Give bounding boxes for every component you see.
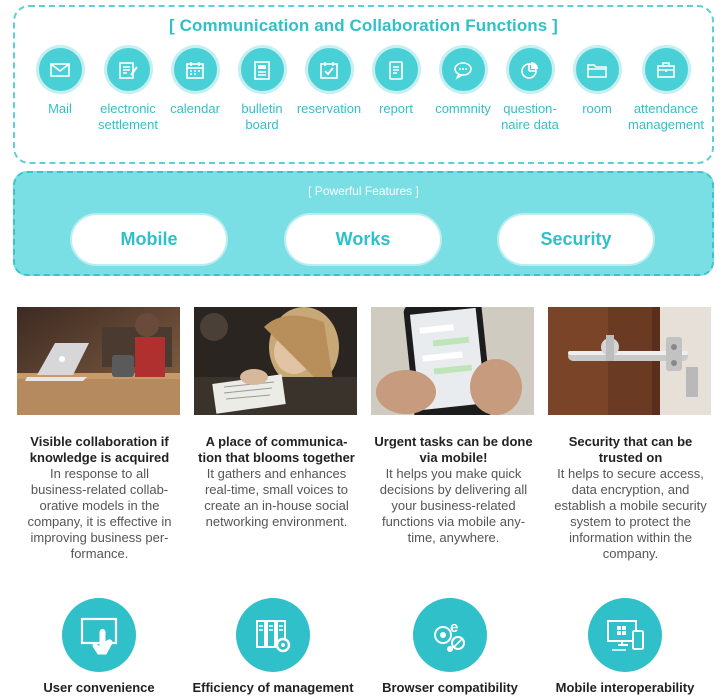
bulletin-board-icon [238, 45, 287, 94]
community-icon [439, 45, 488, 94]
smartphone-photo [371, 307, 534, 415]
benefit-browser-compatibility [365, 598, 535, 695]
function-label: calendar [170, 101, 220, 116]
benefit-label: User convenience [43, 680, 155, 695]
monitor-phone-icon [588, 598, 662, 672]
benefit-mobile-interoperability [540, 598, 710, 695]
communication-title: [ Communication and Collaboration Functions ] [169, 16, 558, 35]
communication-functions-panel [13, 5, 714, 164]
feature-description: It helps you make quick decisions by delivering all your business-related functions via mobile any- time, anywhere. [379, 466, 528, 545]
briefcase-icon [642, 45, 691, 94]
benefit-efficiency-of-management [188, 598, 358, 695]
function-attendance-management[interactable] [618, 45, 714, 133]
mobile-pill-button[interactable]: Mobile [72, 215, 226, 264]
feature-description: It gathers and enhances real-time, small voices to create an in-house social networking environment. [204, 466, 349, 529]
feature-description: In response to all business-related collab- orative models in the company, it is effective in improving business per- formance. [27, 466, 172, 561]
function-label: commnity [435, 101, 491, 116]
feature-heading: Urgent tasks can be done via mobile! [374, 434, 533, 465]
feature-card-mobile [371, 307, 536, 546]
writing-woman-photo [194, 307, 357, 415]
feature-card-security [548, 307, 713, 562]
function-label: room [582, 101, 612, 116]
server-gear-icon [236, 598, 310, 672]
browsers-icon [413, 598, 487, 672]
security-pill-button[interactable]: Security [499, 215, 653, 264]
laptop-desk-photo [17, 307, 180, 415]
function-label: report [379, 101, 413, 116]
benefit-label: Mobile interoperability [555, 680, 695, 695]
settlement-icon [104, 45, 153, 94]
svg-text:e: e [450, 619, 459, 636]
feature-card-communication [194, 307, 359, 530]
function-label: electronic settlement [98, 101, 158, 132]
works-pill-button[interactable]: Works [286, 215, 440, 264]
benefit-label: Efficiency of management [192, 680, 354, 695]
powerful-features-title: [ Powerful Features ] [308, 184, 419, 198]
powerful-features-panel [13, 171, 714, 276]
touch-screen-icon [62, 598, 136, 672]
feature-heading: Visible collaboration if knowledge is acquired [29, 434, 170, 465]
reservation-icon [305, 45, 354, 94]
door-lock-photo [548, 307, 711, 415]
feature-card-collaboration [17, 307, 182, 562]
function-label: bulletin board [241, 101, 283, 132]
function-label: Mail [48, 101, 72, 116]
feature-heading: Security that can be trusted on [568, 434, 693, 465]
feature-description: It helps to secure access, data encryption, and establish a mobile security system to protect the information within the company. [554, 466, 707, 561]
feature-heading: A place of communica- tion that blooms together [198, 434, 355, 465]
pie-chart-icon [506, 45, 555, 94]
function-label: reservation [296, 101, 362, 116]
benefit-label: Browser compatibility [382, 680, 518, 695]
benefit-user-convenience [14, 598, 184, 695]
folder-icon [573, 45, 622, 94]
function-label: attendance management [628, 101, 704, 132]
function-label: question- naire data [501, 101, 559, 132]
calendar-icon [171, 45, 220, 94]
report-icon [372, 45, 421, 94]
mail-icon [36, 45, 85, 94]
